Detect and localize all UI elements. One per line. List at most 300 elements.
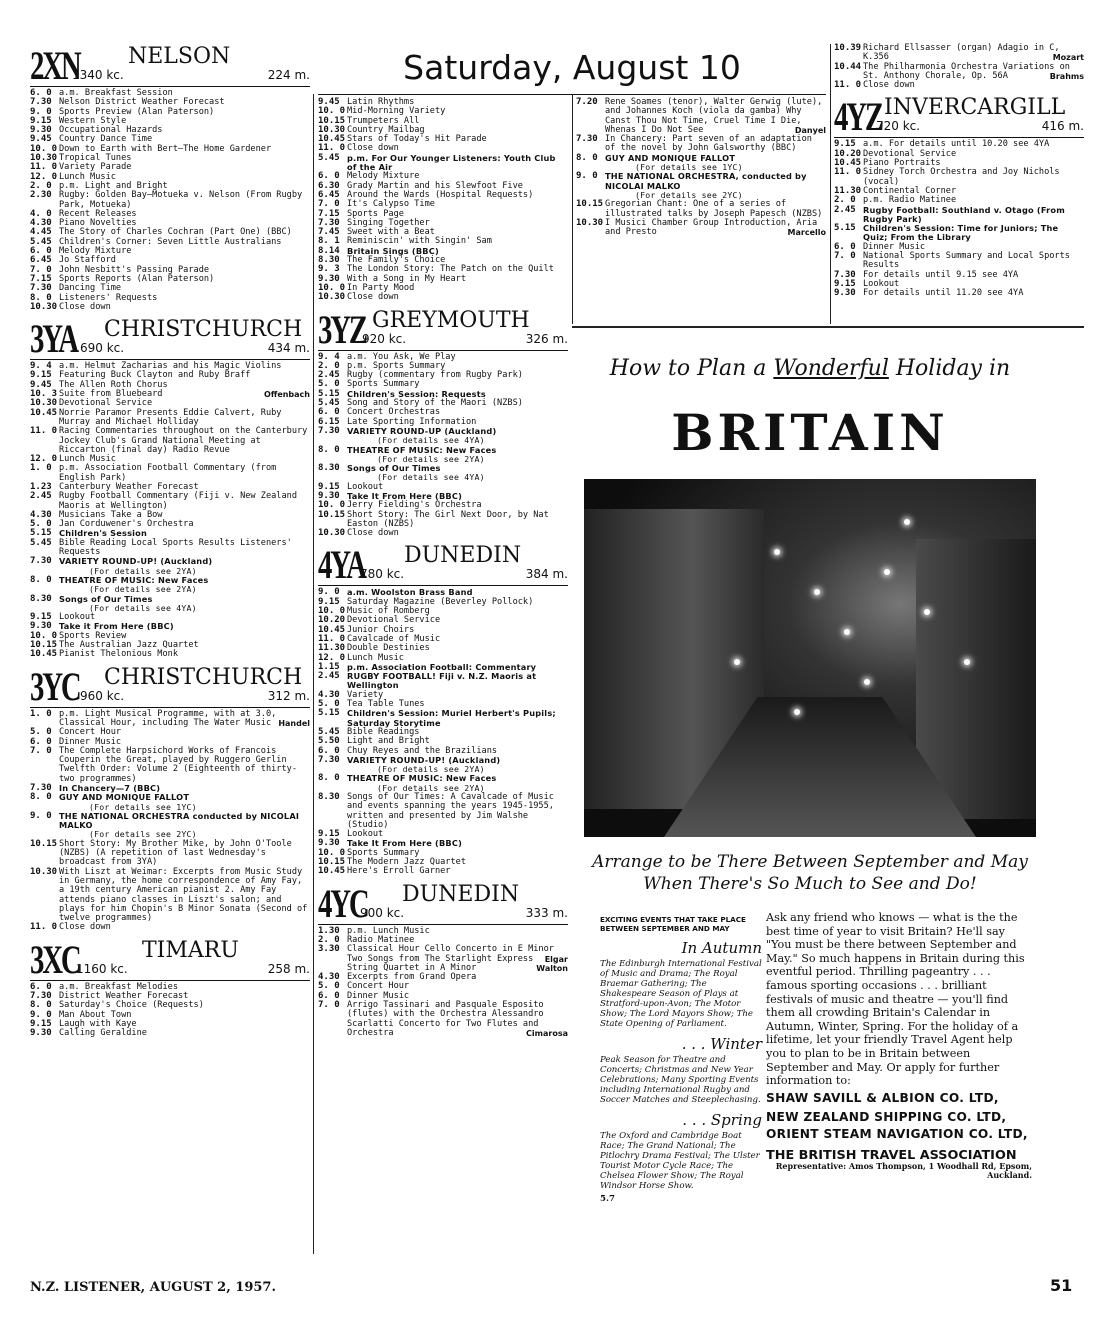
station-city: CHRISTCHURCH <box>104 317 303 343</box>
programme-title <box>347 672 568 691</box>
station-4ya <box>318 543 568 876</box>
programme-text: Saturday Magazine (Beverley Pollock) <box>347 596 534 607</box>
programme-row <box>576 98 826 135</box>
programme-text: Take it From Here (BBC) <box>59 621 174 632</box>
programme-time: 1.23 <box>30 481 52 492</box>
programme-time: 6. 0 <box>30 246 52 257</box>
programme-time: 11. 0 <box>834 167 862 178</box>
programme-text: For details until 11.20 see 4YA <box>863 288 1024 299</box>
programme-title <box>59 492 310 511</box>
composer: Brahms <box>1049 71 1084 81</box>
programme-time: 10.15 <box>318 857 346 868</box>
station-3yc <box>30 665 310 933</box>
programme-title <box>59 595 310 614</box>
programme-row <box>30 303 310 312</box>
programme-text: The Modern Jazz Quartet <box>347 857 466 868</box>
programme-text: Variety Parade <box>59 162 132 173</box>
programme-time: 7.30 <box>318 425 340 436</box>
programme-text: THEATRE OF MUSIC: New Faces <box>347 444 497 455</box>
programme-text: p.m. Lunch Music <box>347 925 430 936</box>
programme-title <box>59 812 310 840</box>
programme-time: 5. 0 <box>318 981 340 992</box>
programme-text: Nelson District Weather Forecast <box>59 97 225 108</box>
programme-text: Concert Hour <box>347 981 410 992</box>
page-number: 51 <box>1050 1276 1073 1295</box>
programme-text: John Nesbitt's Passing Parade <box>59 264 210 275</box>
programme-title <box>347 511 568 530</box>
programme-text: Country Dance Time <box>59 134 153 145</box>
programme-time: 9.15 <box>318 829 340 840</box>
programme-text: Children's Session: Muriel Herbert's Pupils; Saturday Storytime <box>347 708 556 728</box>
station-frequency: 780 kc. <box>360 567 405 582</box>
programme-title <box>59 793 310 812</box>
programme-text: Sweet with a Beat <box>347 227 435 238</box>
programme-row <box>318 756 568 775</box>
programme-list <box>834 140 1084 298</box>
programme-time: 7.15 <box>30 273 52 284</box>
programme-time: 10.45 <box>30 407 58 418</box>
ad-body <box>766 911 1032 1180</box>
programme-time: 8.30 <box>30 593 52 604</box>
programme-row <box>318 427 568 446</box>
programme-time: 1. 0 <box>30 463 52 474</box>
programme-text: Canterbury Weather Forecast <box>59 481 199 492</box>
programme-title <box>605 172 826 200</box>
programme-text: Britain Sings (BBC) <box>347 245 439 256</box>
programme-text: Continental Corner <box>863 185 957 196</box>
programme-time: 8.30 <box>318 792 340 802</box>
programme-time: 7. 0 <box>30 264 52 275</box>
station-wavelength: 258 m. <box>267 961 310 976</box>
programme-text: Children's Corner: Seven Little Australians <box>59 236 282 247</box>
programme-time: 10.15 <box>318 115 346 126</box>
programme-details-note: (For details see 2YC) <box>635 189 743 200</box>
programme-text: Musicians Take a Bow <box>59 509 163 520</box>
composer: Danyel <box>794 125 826 135</box>
programme-list <box>318 98 568 303</box>
programme-time: 10. 0 <box>318 847 346 858</box>
programme-title <box>59 427 310 455</box>
programme-time: 6.30 <box>318 180 340 191</box>
programme-time: 6. 0 <box>30 981 52 992</box>
programme-time: 9.30 <box>834 288 856 299</box>
ad-headline-part: Holiday in <box>888 356 1011 381</box>
ad-events <box>600 915 762 1204</box>
programme-row <box>318 793 568 830</box>
programme-time: 9.15 <box>30 370 52 381</box>
programme-title <box>347 427 568 446</box>
programme-title <box>347 793 568 830</box>
station-header <box>318 308 568 351</box>
programme-time: 6. 0 <box>318 171 340 182</box>
programme-text: VARIETY ROUND-UP! (Auckland) <box>59 556 213 567</box>
ad-code: 5.7 <box>600 1194 615 1204</box>
programme-list <box>318 588 568 876</box>
programme-time: 7.45 <box>318 227 340 238</box>
programme-time: 10.20 <box>318 615 346 626</box>
programme-row <box>834 252 1084 271</box>
programme-time: 5.15 <box>318 708 340 719</box>
programme-text: GUY AND MONIQUE FALLOT <box>59 792 190 803</box>
programme-text: Occupational Hazards <box>59 125 163 136</box>
programme-time: 9.15 <box>834 278 856 289</box>
programme-time: 7.15 <box>318 208 340 219</box>
programme-time: 9.15 <box>834 139 856 150</box>
programme-text: Concert Orchestras <box>347 407 441 418</box>
programme-text: a.m. You Ask, We Play <box>347 351 456 362</box>
page-date-heading: Saturday, August 10 <box>318 44 826 95</box>
photo-light <box>864 679 870 685</box>
station-3ya <box>30 317 310 660</box>
station-wavelength: 416 m. <box>1041 119 1084 134</box>
programme-time: 10.30 <box>576 217 604 228</box>
programme-time: 11. 0 <box>834 80 862 91</box>
programme-text: Norrie Paramor Presents Eddie Calvert, Ruby Murray and Michael Holliday <box>59 407 282 427</box>
station-city: GREYMOUTH <box>372 307 530 333</box>
station-header <box>834 95 1084 138</box>
programme-text: In Chancery: Part seven of an adaptation of the novel by John Galsworthy (BBC) <box>605 134 812 154</box>
programme-title <box>347 464 568 483</box>
programme-text: VARIETY ROUND-UP (Auckland) <box>347 425 497 436</box>
programme-time: 7. 0 <box>318 199 340 210</box>
column-rule <box>313 94 314 1254</box>
programme-time: 10.39 <box>834 43 862 53</box>
programme-text: Recent Releases <box>59 208 137 219</box>
programme-row <box>834 224 1084 243</box>
programme-text: THEATRE OF MUSIC: New Faces <box>347 773 497 784</box>
programme-text: I Musici Chamber Group Introduction, Aria and Presto <box>605 217 818 238</box>
programme-time: 9.30 <box>30 1028 52 1039</box>
photo-light <box>734 659 740 665</box>
programme-row <box>318 446 568 465</box>
programme-details-note: (For details see 2YA) <box>89 565 197 576</box>
programme-text: Racing Commentaries throughout on the Canterbury Jockey Club's Grand National Meeting at Riccarton (final day) Radio Revue <box>59 426 308 455</box>
programme-text: Songs of Our Times <box>59 593 153 604</box>
programme-text: Lunch Music <box>59 454 116 465</box>
programme-row <box>318 945 568 964</box>
programme-time: 10. 0 <box>318 606 346 617</box>
programme-text: Children's Session: Time for Juniors; The Quiz; From the Library <box>863 223 1059 243</box>
programme-time: 6.15 <box>318 416 340 427</box>
programme-title <box>863 63 1084 82</box>
programme-row <box>30 840 310 868</box>
programme-time: 4.30 <box>318 689 340 700</box>
programme-time: 7.30 <box>318 754 340 765</box>
programme-list <box>30 89 310 312</box>
programme-time: 10.45 <box>318 134 346 145</box>
programme-time: 7.30 <box>318 217 340 228</box>
programme-time: 5.45 <box>30 537 52 548</box>
programme-time: 5.15 <box>30 528 52 539</box>
programme-details-note: (For details see 2YC) <box>89 829 197 840</box>
programme-time: 5.15 <box>318 388 340 399</box>
programme-text: Lookout <box>347 481 384 492</box>
programme-time: 2.45 <box>30 491 52 502</box>
composer: Offenbach <box>264 390 310 400</box>
programme-time: 10.45 <box>834 158 862 169</box>
programme-title <box>59 923 310 932</box>
programme-text: Rugby Football Commentary (Fiji v. New Zealand Maoris at Wellington) <box>59 491 297 511</box>
programme-text: With a Song in My Heart <box>347 273 466 284</box>
programme-time: 8. 1 <box>318 236 340 247</box>
programme-text: Dinner Music <box>347 990 410 1001</box>
street-photo <box>584 479 1036 837</box>
programme-time: 10.30 <box>318 292 346 303</box>
programme-text: Rugby (commentary from Rugby Park) <box>347 370 523 381</box>
station-wavelength: 333 m. <box>525 905 568 920</box>
programme-time: 1. 0 <box>30 708 52 719</box>
company-orient-steam: ORIENT STEAM NAVIGATION CO. LTD, <box>766 1126 1028 1141</box>
programme-title <box>605 154 826 173</box>
programme-text: String Quartet in A Minor <box>347 962 477 973</box>
programme-row <box>834 206 1084 225</box>
programme-title <box>59 1029 310 1038</box>
programme-text: Close down <box>863 80 915 91</box>
programme-time: 9.30 <box>318 490 340 501</box>
programme-row <box>834 289 1084 298</box>
programme-title <box>347 154 568 173</box>
ad-headline-part: How to Plan a <box>609 356 774 381</box>
programme-text: Trumpeters All <box>347 115 420 126</box>
programme-text: Gregorian Chant: One of a series of illustrated talks by Joseph Papesch (NZBS) <box>605 199 823 219</box>
programme-time: 8. 0 <box>576 152 598 163</box>
programme-title <box>347 756 568 775</box>
station-2xn <box>30 44 310 312</box>
programme-time: 2. 0 <box>318 360 340 371</box>
column-rule <box>830 44 831 324</box>
programme-time: 11. 0 <box>318 143 346 154</box>
programme-time: 9. 0 <box>30 106 52 117</box>
programme-text: p.m. Light and Bright <box>59 180 168 191</box>
programme-text: Stars of Today's Hit Parade <box>347 134 487 145</box>
programme-time: 10.30 <box>30 153 58 164</box>
programme-text: Close down <box>347 143 399 154</box>
programme-title <box>347 945 568 964</box>
programme-title <box>347 1001 568 1038</box>
programme-time: 9. 4 <box>318 351 340 362</box>
programme-time: 7. 0 <box>30 745 52 756</box>
composer: Handel <box>278 718 310 728</box>
programme-title <box>863 206 1084 225</box>
programme-text: Lunch Music <box>347 652 404 663</box>
programme-time: 8.14 <box>318 245 340 256</box>
photo-light <box>794 709 800 715</box>
programme-time: 12. 0 <box>30 454 58 465</box>
composer: Walton <box>536 963 568 973</box>
station-city: NELSON <box>128 44 231 69</box>
photo-light <box>844 629 850 635</box>
programme-time: 10.30 <box>30 301 58 312</box>
programme-time: 5.15 <box>834 223 856 234</box>
programme-details-note: (For details see 2YA) <box>377 764 485 775</box>
programme-row <box>576 200 826 219</box>
programme-text: Take It From Here (BBC) <box>347 838 463 849</box>
programme-time: 10.45 <box>30 649 58 660</box>
programme-text: For details until 9.15 see 4YA <box>863 269 1019 280</box>
programme-title <box>605 135 826 154</box>
programme-text: Dinner Music <box>863 241 926 252</box>
programme-title <box>605 98 826 135</box>
programme-text: Dancing Time <box>59 283 122 294</box>
programme-time: 8. 0 <box>30 292 52 303</box>
page-footer: N.Z. LISTENER, AUGUST 2, 1957. <box>30 1280 276 1295</box>
programme-time: 9.15 <box>30 1018 52 1029</box>
programme-row <box>834 63 1084 82</box>
programme-text: p.m. Sports Summary <box>347 360 446 371</box>
programme-time: 5.50 <box>318 736 340 747</box>
programme-text: District Weather Forecast <box>59 991 189 1002</box>
programme-text: Piano Portraits <box>863 158 941 169</box>
programme-row <box>30 868 310 924</box>
programme-text: Music of Romberg <box>347 606 430 617</box>
programme-text: Country Mailbag <box>347 124 425 135</box>
station-frequency: 900 kc. <box>360 905 405 920</box>
programme-row <box>30 409 310 428</box>
composer: Mozart <box>1052 53 1084 63</box>
programme-text: Short Story: The Girl Next Door, by Nat Easton (NZBS) <box>347 509 549 529</box>
programme-row <box>318 672 568 691</box>
station-header <box>30 665 310 708</box>
station-header <box>318 882 568 925</box>
programme-text: Lookout <box>347 829 384 840</box>
programme-time: 9.15 <box>318 596 340 607</box>
programme-title <box>59 557 310 576</box>
programme-time: 10.30 <box>30 866 58 877</box>
programme-row <box>834 81 1084 90</box>
station-call-sign: 3YA <box>30 316 77 362</box>
programme-text: Melody Mixture <box>59 246 132 257</box>
programme-time: 6. 0 <box>834 241 856 252</box>
programme-time: 4. 0 <box>30 208 52 219</box>
station-call-sign: 3YZ <box>318 306 366 352</box>
programme-list <box>318 353 568 539</box>
programme-time: 9. 0 <box>318 587 340 598</box>
programme-text: p.m. For Our Younger Listeners: Youth Club of the Air <box>347 152 556 173</box>
programme-time: 11. 0 <box>30 426 58 437</box>
programme-text: a.m. Breakfast Session <box>59 88 173 98</box>
composer: Cimarosa <box>526 1028 568 1038</box>
programme-text: Sports Reports (Alan Paterson) <box>59 273 215 284</box>
programme-text: Close down <box>59 301 111 312</box>
programme-time: 8. 0 <box>30 1000 52 1011</box>
programme-text: Lookout <box>59 612 96 623</box>
programme-time: 10.30 <box>318 528 346 539</box>
programme-time: 9. 4 <box>30 361 52 372</box>
programme-text: Children's Session: Requests <box>347 388 486 399</box>
station-call-sign: 4YC <box>318 880 368 926</box>
programme-time: 10. 3 <box>30 389 58 400</box>
programme-time: 10.45 <box>318 624 346 635</box>
programme-time: 7.30 <box>834 269 856 280</box>
programme-time: 6. 0 <box>318 407 340 418</box>
programme-text: a.m. Breakfast Melodies <box>59 981 178 992</box>
programme-text: THE NATIONAL ORCHESTRA conducted by NICOLAI MALKO <box>59 810 300 831</box>
autumn-events: The Edinburgh International Festival of Music and Drama; The Royal Braemar Gathering; The Shakespeare Season of Plays at Stratford-upon-Avon; The Motor Show; The Lord Mayors Show; The State Opening of Parliament. <box>600 959 762 1029</box>
station-call-sign: 3XC <box>30 936 80 982</box>
programme-row <box>30 464 310 483</box>
programme-title <box>59 303 310 312</box>
photo-light <box>924 609 930 615</box>
programme-time: 9.30 <box>318 273 340 284</box>
programme-time: 7.30 <box>30 283 52 294</box>
programme-time: 7.30 <box>30 991 52 1002</box>
programme-text: Singing Together <box>347 217 430 228</box>
programme-text: Late Sporting Information <box>347 416 477 427</box>
programme-text: Pianist Thelonious Monk <box>59 649 178 660</box>
programme-row <box>318 867 568 876</box>
programme-text: It's Calypso Time <box>347 199 435 210</box>
station-frequency: 1160 kc. <box>76 961 128 976</box>
programme-time: 1.15 <box>318 661 340 672</box>
programme-time: 5. 0 <box>318 699 340 710</box>
programme-time: 10. 0 <box>318 106 346 117</box>
programme-text: Sports Preview (Alan Paterson) <box>59 106 215 117</box>
programme-time: 10.15 <box>30 838 58 849</box>
programme-time: 10.30 <box>30 398 58 409</box>
programme-details-note: (For details see 2YA) <box>89 584 197 595</box>
programme-row <box>30 793 310 812</box>
programme-text: a.m. Woolston Brass Band <box>347 587 473 598</box>
station-header <box>318 543 568 586</box>
programme-text: Close down <box>59 922 111 933</box>
station-city: DUNEDIN <box>402 881 520 907</box>
programme-text: Take It From Here (BBC) <box>347 490 463 501</box>
programme-row <box>318 511 568 530</box>
programme-details-note: (For details see 4YA) <box>89 602 197 613</box>
programme-title <box>347 774 568 793</box>
programme-time: 6. 0 <box>30 88 52 98</box>
programme-text: Concert Hour <box>59 727 122 738</box>
programme-text: In Party Mood <box>347 282 415 293</box>
programme-row <box>30 539 310 558</box>
winter-events: Peak Season for Theatre and Concerts; Christmas and New Year Celebrations; Many Sporting Events including International Rugby and Soccer Matches and Steeplechasing. <box>600 1055 761 1105</box>
programme-text: RUGBY FOOTBALL! Fiji v. N.Z. Maoris at Wellington <box>347 671 537 691</box>
programme-row <box>30 650 310 659</box>
programme-text: Rene Soames (tenor), Walter Gerwig (lute), and Johannes Koch (viola da gamba) Why Canst Thou Not Time, Cruel Time I Die, Whenas I Do Not See <box>605 97 823 135</box>
programme-row <box>318 529 568 538</box>
programme-text: p.m. Association Football: Commentary <box>347 661 537 672</box>
programme-row <box>30 191 310 210</box>
programme-time: 4.30 <box>30 509 52 520</box>
ad-subline: Arrange to be There Between September and May <box>592 852 1028 872</box>
programme-time: 10.30 <box>318 124 346 135</box>
programme-text: Sports Summary <box>347 847 420 858</box>
programme-list <box>834 44 1084 90</box>
programme-text: Bible Readings <box>347 726 420 737</box>
programme-title <box>59 576 310 595</box>
programme-text: Latin Rhythms <box>347 97 415 107</box>
programme-time: 10.44 <box>834 61 862 72</box>
programme-text: Saturday's Choice (Requests) <box>59 1000 204 1011</box>
programme-title <box>59 191 310 210</box>
programme-time: 2.45 <box>318 370 340 381</box>
programme-text: Song and Story of the Maori (NZBS) <box>347 398 523 409</box>
programme-title <box>59 710 310 729</box>
programme-time: 10.15 <box>576 199 604 210</box>
programme-title <box>863 252 1084 271</box>
station-city: INVERCARGILL <box>884 95 1066 121</box>
programme-text: The Complete Harpsichord Works of Francois Couperin the Great, played by Ruggero Gerlin Twelfth Order: Volume 2 (Eighteenth of thirty-two programmes) <box>59 745 297 784</box>
programme-text: Junior Choirs <box>347 624 415 635</box>
programme-title <box>347 867 568 876</box>
programme-text: The London Story: The Patch on the Quilt <box>347 264 554 275</box>
composer: Marcello <box>787 228 826 238</box>
programme-time: 9. 3 <box>318 264 340 275</box>
station-call-sign: 2XN <box>30 43 80 88</box>
programme-title <box>59 868 310 924</box>
programme-time: 10. 0 <box>318 282 346 293</box>
programme-list <box>576 98 826 237</box>
